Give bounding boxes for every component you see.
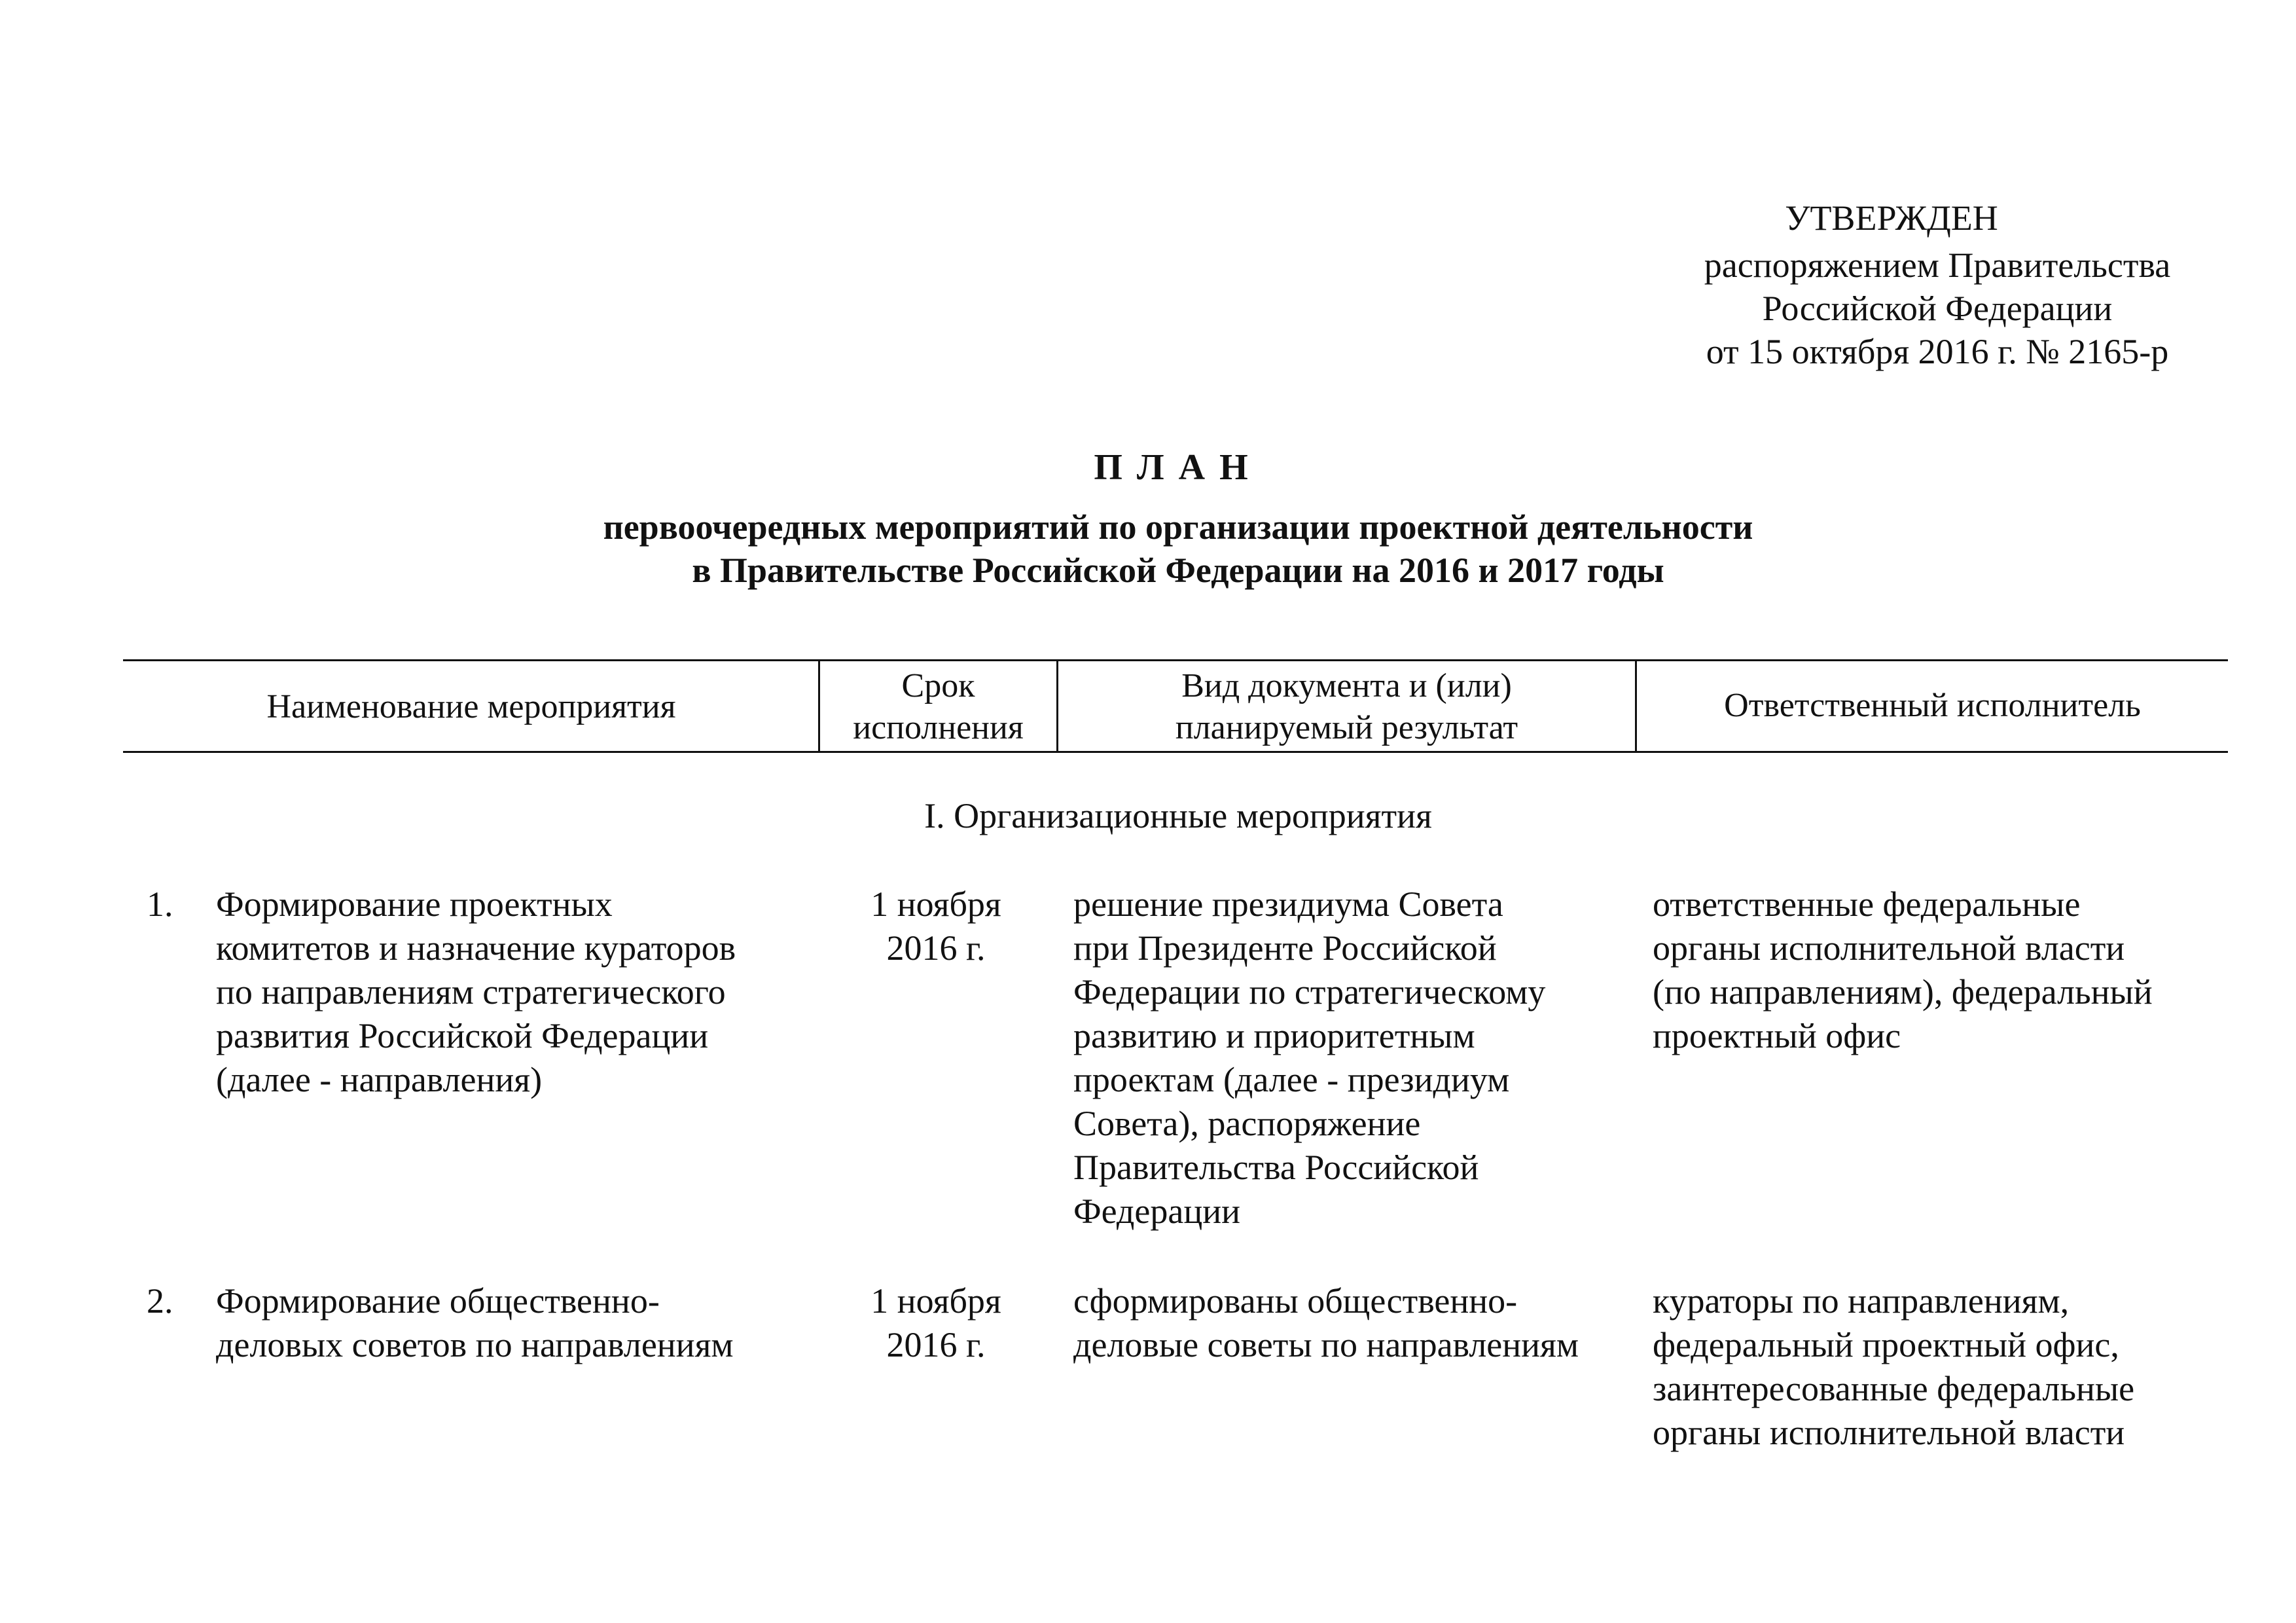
row-deadline-line: 1 ноября [870,884,1001,924]
table-header-top-rule [123,659,2228,661]
header-name-text: Наименование мероприятия [266,688,676,725]
row-responsible-line: органы исполнительной власти [1653,1413,2125,1452]
row-event-name-line: (далее - направления) [216,1060,543,1099]
row-responsible [1653,1279,2242,1455]
subtitle-line-1: первоочередных мероприятий по организации проектной деятельности [603,507,1753,547]
header-term [820,665,1056,749]
row-document-line: Правительства Российской [1073,1148,1479,1187]
header-resp [1637,685,2228,727]
row-document-line: Федерации [1073,1192,1241,1231]
row-event-name-line: комитетов и назначение кураторов [216,928,736,968]
header-term-line-1: Срок [901,667,975,704]
row-document-line: Совета), распоряжение [1073,1104,1421,1143]
document-title: ПЛАН [1094,447,1263,488]
row-responsible-line: заинтересованные федеральные [1653,1369,2135,1408]
approval-line-3: от 15 октября 2016 г. № 2165-р [1706,332,2169,371]
row-responsible-line: ответственные федеральные [1653,884,2081,924]
row-event-name-line: развития Российской Федерации [216,1016,709,1055]
row-responsible-line: органы исполнительной власти [1653,928,2125,968]
row-event-name-line: по направлениям стратегического [216,972,726,1012]
row-document-line: развитию и приоритетным [1073,1016,1475,1055]
row-document-line: решение президиума Совета [1073,884,1503,924]
section-heading: I. Организационные мероприятия [924,796,1432,835]
row-deadline-line: 2016 г. [886,928,986,968]
approved-stamp-text: УТВЕРЖДЕН [1785,198,1998,238]
header-doc-line-2: планируемый результат [1175,709,1518,746]
row-responsible [1653,883,2242,1058]
header-resp-text: Ответственный исполнитель [1724,687,2141,724]
row-document-result [1073,883,1636,1233]
row-responsible-line: федеральный проектный офис, [1653,1325,2119,1364]
approval-line-1: распоряжением Правительства [1704,246,2171,285]
table-header-bottom-rule [123,751,2228,753]
approval-line-2: Российской Федерации [1762,289,2113,328]
header-doc [1058,665,1635,749]
row-responsible-line: проектный офис [1653,1016,1901,1055]
row-event-name-line: деловых советов по направлениям [216,1325,734,1364]
row-deadline [818,883,1054,970]
header-term-line-2: исполнения [853,709,1024,746]
row-document-line: проектам (далее - президиум [1073,1060,1510,1099]
row-document-line: деловые советы по направлениям [1073,1325,1579,1364]
row-deadline-line: 2016 г. [886,1325,986,1364]
row-document-line: сформированы общественно- [1073,1281,1518,1321]
document-subtitle [0,505,2296,592]
row-deadline-line: 1 ноября [870,1281,1001,1321]
row-document-result [1073,1279,1636,1367]
row-number: 1. [147,884,173,924]
row-event-name [216,883,805,1102]
row-document-line: Федерации по стратегическому [1073,972,1546,1012]
row-document-line: при Президенте Российской [1073,928,1497,968]
header-name [124,686,818,728]
row-event-name [216,1279,805,1367]
row-responsible-line: (по направлениям), федеральный [1653,972,2153,1012]
subtitle-line-2: в Правительстве Российской Федерации на 2016 и 2017 годы [692,551,1664,590]
row-number: 2. [147,1281,173,1321]
row-event-name-line: Формирование общественно- [216,1281,660,1321]
row-responsible-line: кураторы по направлениям, [1653,1281,2070,1321]
row-event-name-line: Формирование проектных [216,884,613,924]
approval-block [1623,196,2251,373]
header-doc-line-1: Вид документа и (или) [1181,667,1512,704]
row-deadline [818,1279,1054,1367]
